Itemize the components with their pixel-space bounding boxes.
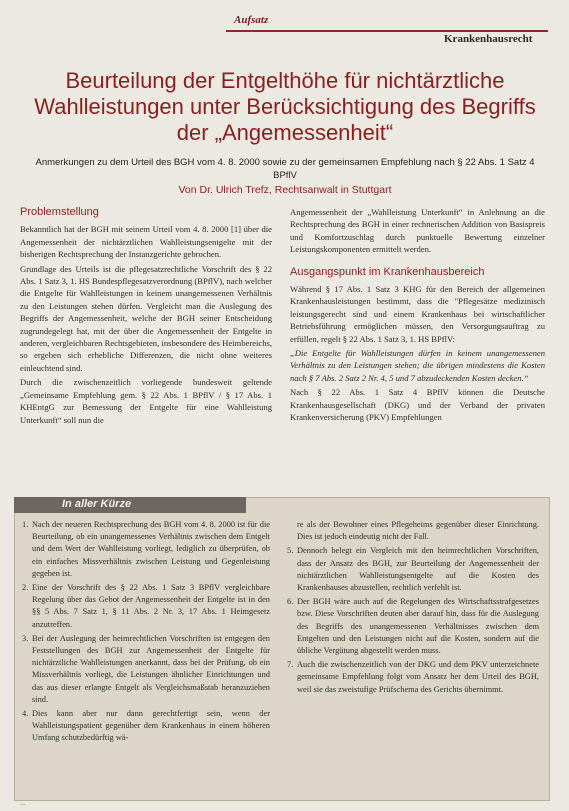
list-item: 3. Bei der Auslegung der heimrechtlichen Vorschriften ist entgegen den Feststellungen des BGH zur Angemessenheit der Entgelte für nichtärztliche Wahlleistungen anerkannt, dass bei der Prüfung, ob ein Missverhältnis vorliegt, die Leistungen ähnlicher Einrichtungen und das aus dieser erlangte Entgelt als Vergleichsmaßstab heranzuziehen sind. (22, 633, 270, 704)
article-title: Beurteilung der Entgelthöhe für nichtärztliche Wahlleistungen unter Berücksichtigung des Begriffs der „Angemessenheit“ (34, 68, 536, 145)
list-item-continuation: re als der Bewohner eines Pflegeheims gegenüber dieser Einrichtung. Dies ist jedoch eindeutig nicht der Fall. (297, 520, 539, 542)
paragraph: Während § 17 Abs. 1 Satz 3 KHG für den Bereich der allgemeinen Krankenhausleistungen bestimmt, dass die "Pflegesätze medizinisch leistungsgerecht sind und einem Krankenhaus bei wirtschaftlicher Betriebsführung ermöglichen müssen, den Versorgungsauftrag zu erfüllen, regelt § 22 Abs. 1 Satz 3, 1. HS BPflV: (290, 284, 545, 344)
list-item: 4. Dies kann aber nur dann gerechtfertigt sein, wenn der Wahlleistungspatient gegenüber dem Krankenhaus in einem höheren Umfang schutzbedürftig wä- (22, 709, 270, 743)
left-column (20, 206, 272, 428)
article-subtitle: Anmerkungen zu dem Urteil des BGH vom 4. 8. 2000 sowie zu der gemeinsamen Empfehlung nach § 22 Abs. 1 Satz 4 BPflV (35, 157, 535, 181)
section-heading: Ausgangspunkt im Krankenhausbereich (290, 265, 485, 278)
summary-box-tab (14, 497, 246, 513)
list-item: 1. Nach der neueren Rechtsprechung des BGH vom 4. 8. 2000 ist für die Beurteilung, ob ein unangemessenes Verhältnis zwischen dem Entgelt und dem Wert der Wahlleistung vorliegt, lediglich zu überprüfen, ob ein einfaches Missverhältnis zwischen Leistung und Gegenleistung gegeben ist. (22, 520, 270, 578)
section-label: Aufsatz (234, 14, 269, 26)
legal-quote: „Die Entgelte für Wahlleistungen dürfen in keinem unangemessenen Verhältnis zu den Leistungen stehen; die übrigen mindestens die Kosten nach § 7 Abs. 2 Satz 2 Nr. 4, 5 und 7 abzudeckenden Kosten decken.“ (290, 348, 545, 383)
list-item: 2. Eine der Vorschrift des § 22 Abs. 1 Satz 3 BPflV vergleichbare Regelung über das Gebot der Angemessenheit der Entgelte ist in den §§ 5 Abs. 7 Satz 1, § 11 Abs. 2 Nr. 3, 17 Abs. 1 Heimgesetz anzutreffen. (22, 583, 270, 629)
paragraph: Nach § 22 Abs. 1 Satz 4 BPflV können die Deutsche Krankenhausgesellschaft (DKG) und der Verband der privaten Krankenversicherung (PKV) Empfehlungen (290, 387, 545, 423)
list-item: 6. Der BGH wäre auch auf die Regelungen des Wirtschaftsstrafgesetzes bzw. Diese Vorschriften deuten aber darauf hin, dass für die Auslegung des Begriffs des unangemessenen Verhältnisses zwischen dem Entgelten und den Leistungen nicht auf die Kosten, sondern auf die übliche Vergütung abgestellt werden muss. (287, 597, 539, 656)
list-item: 5. Dennoch belegt ein Vergleich mit den heimrechtlichen Vorschriften, dass der Ansatz des BGH, zur Beurteilung der Angemessenheit der nichtärztlichen Wahlleistungsentgelte auf die Kosten des Krankenhauses abzustellen, rechtlich verfehlt ist. (287, 546, 539, 593)
section-heading: Problemstellung (20, 206, 99, 218)
paragraph: Grundlage des Urteils ist die pflegesatzrechtliche Vorschrift des § 22 Abs. 1 Satz 3, 1. HS Bundespflegesatzverordnung (BPflV), nach welcher die Entgelte für Wahlleistungen in keinem unangemessenen Verhältnis zu den Leistungen stehen dürfen. Vergleicht man die Auslegung des Begriffs der Angemessenheit, welche der BGH seiner Entscheidung zugrundegelegt hat, mit der über die Angemessenheit der Entgelte in anderen, vergleichbaren Rechtsgebieten, insbesondere des Heimbereichs, so ergeben sich erhebliche Differenzen, die nicht ohne weiteres einleuchtend sind. (20, 263, 272, 373)
page-footer: ... (20, 800, 26, 807)
header-rule (226, 30, 548, 32)
paragraph: Durch die zwischenzeitlich vorliegende bundesweit geltende „Gemeinsame Empfehlung gem. § 22 Abs. 1 BPflV / § 17 Abs. 1 KHEntgG zur Bemessung der Entgelte für eine Wahlleistung Unterkunft“ soll nun die (20, 377, 272, 425)
list-item: 7. Auch die zwischenzeitlich von der DKG und dem PKV unterzeichnete gemeinsame Empfehlung folgt vom Ansatz her dem Urteil des BGH, weil sie das zweistufige Prüfschema des Gerichts übernimmt. (287, 660, 539, 694)
summary-box-label: In aller Kürze (62, 498, 132, 510)
article-author: Von Dr. Ulrich Trefz, Rechtsanwalt in Stuttgart (178, 184, 392, 196)
right-column (290, 206, 545, 426)
paragraph: Bekanntlich hat der BGH mit seinem Urteil vom 4. 8. 2000 [1] über die Angemessenheit der nichtärztlichen Wahlleistungsentgelte mit der bisherigen Rechtsprechung der Instanzgerichte gebrochen. (20, 224, 272, 260)
summary-left-column (22, 519, 270, 747)
rubric-label: Krankenhausrecht (444, 33, 533, 45)
summary-right-column (287, 519, 539, 698)
paragraph: Angemessenheit der „Wahlleistung Unterkunft“ in Anlehnung an die Rechtsprechung des BGH in einer rechnerischen Addition von Basispreis und Komfortzuschlag durch punktuelle Bewertung einzelner Leistungskomponenten ermittelt werden. (290, 207, 545, 255)
